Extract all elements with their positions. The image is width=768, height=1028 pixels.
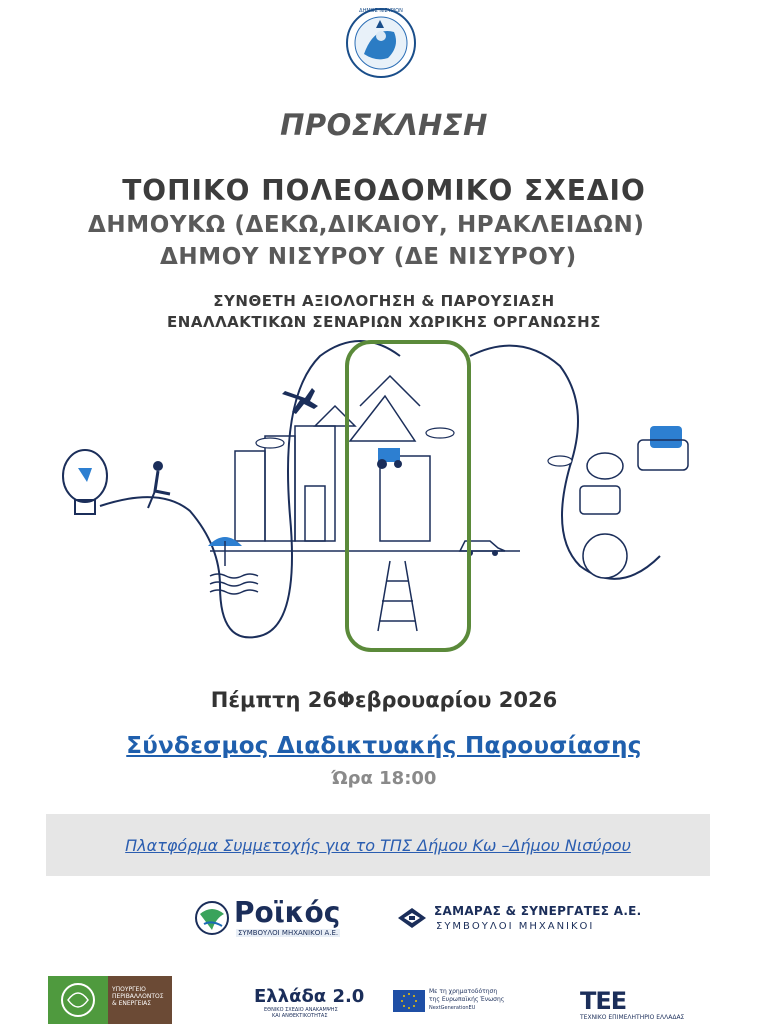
chat-bubbles-icon bbox=[580, 453, 627, 578]
urban-planning-illustration bbox=[60, 336, 720, 656]
subtitle-line1: ΣΥΝΘΕΤΗ ΑΞΙΟΛΟΓΗΣΗ & ΠΑΡΟΥΣΙΑΣΗ bbox=[213, 292, 555, 310]
ministry-line3: & ΕΝΕΡΓΕΙΑΣ bbox=[112, 1000, 152, 1007]
eu-flag-icon bbox=[393, 990, 425, 1012]
ladder-icon bbox=[378, 561, 417, 631]
person-sitting-icon bbox=[148, 461, 170, 508]
green-highlight-frame bbox=[347, 342, 469, 650]
eu-funding-logo bbox=[393, 988, 533, 1018]
globe-icon bbox=[194, 900, 230, 936]
ministry-emblem bbox=[48, 976, 108, 1024]
plan-title-line2: ΔΗΜΟΥΚΩ (ΔΕΚΩ,ΔΙΚΑΙΟΥ, ΗΡΑΚΛΕΙΔΩΝ) bbox=[88, 212, 645, 238]
participation-platform-link[interactable]: Πλατφόρμα Συμμετοχής για το ΤΠΣ Δήμου Κω –Δήμου Νισύρου bbox=[125, 836, 631, 855]
eu-line3: NextGenerationEU bbox=[429, 1005, 476, 1011]
event-date: Πέμπτη 26Φεβρουαρίου 2026 bbox=[210, 688, 558, 712]
tee-subtitle: ΤΕΧΝΙΚΟ ΕΠΙΜΕΛΗΤΗΡΙΟ ΕΛΛΑΔΑΣ bbox=[580, 1014, 685, 1021]
subtitle-line2: ΕΝΑΛΛΑΚΤΙΚΩΝ ΣΕΝΑΡΙΩΝ ΧΩΡΙΚΗΣ ΟΡΓΑΝΩΣΗΣ bbox=[167, 313, 601, 331]
samaras-logo bbox=[396, 904, 642, 940]
ministry-line1: ΥΠΟΥΡΓΕΙΟ bbox=[112, 986, 146, 993]
tee-logo bbox=[580, 988, 710, 1024]
footer-logos bbox=[0, 966, 768, 1024]
lightbulb-icon bbox=[63, 450, 107, 514]
sponsor-logos bbox=[0, 892, 768, 952]
roikos-name: Ροϊκός bbox=[234, 896, 341, 929]
samaras-emblem-icon bbox=[396, 906, 428, 932]
sea-waves bbox=[210, 574, 258, 594]
eu-line1: Με τη χρηματοδότηση bbox=[429, 988, 498, 995]
tee-name: ТЕЕ bbox=[580, 987, 627, 1015]
invitation-heading: ΠΡΟΣΚΛΗΣΗ bbox=[280, 108, 488, 142]
samaras-subtitle: ΣΥΜΒΟΥΛΟΙ ΜΗΧΑΝΙΚΟΙ bbox=[436, 921, 595, 932]
tractor-icon bbox=[377, 448, 402, 469]
roikos-logo bbox=[194, 896, 354, 940]
ellada-subtitle-1: ΕΘΝΙΚΟ ΣΧΕΔΙΟ ΑΝΑΚΑΜΨΗΣ bbox=[264, 1007, 338, 1013]
ellada-subtitle-2: ΚΑΙ ΑΝΘΕΚΤΙΚΟΤΗΤΑΣ bbox=[272, 1013, 328, 1019]
ministry-logo bbox=[48, 976, 172, 1024]
event-time: Ώρα 18:00 bbox=[331, 768, 437, 789]
municipality-logo bbox=[344, 6, 418, 80]
roikos-subtitle: ΣΥΜΒΟΥΛΟΙ ΜΗΧΑΝΙΚΟΙ Α.Ε. bbox=[238, 929, 339, 937]
ellada-logo bbox=[254, 986, 388, 1024]
platform-banner bbox=[46, 814, 710, 876]
plan-title-line3: ΔΗΜΟΥ ΝΙΣΥΡΟΥ (ΔΕ ΝΙΣΥΡΟΥ) bbox=[160, 244, 577, 270]
car-icon bbox=[460, 541, 505, 556]
ellada-name: Ελλάδα 2.0 bbox=[254, 986, 365, 1007]
ministry-text bbox=[108, 976, 172, 1024]
web-presentation-link[interactable]: Σύνδεσμος Διαδικτυακής Παρουσίασης bbox=[126, 733, 642, 759]
plan-title: ΤΟΠΙΚΟ ΠΟΛΕΟΔΟΜΙΚΟ ΣΧΕΔΙΟ bbox=[122, 174, 646, 207]
ministry-line2: ΠΕΡΙΒΑΛΛΟΝΤΟΣ bbox=[112, 993, 164, 1000]
airplane-icon bbox=[282, 388, 318, 414]
eu-line2: της Ευρωπαϊκής Ένωσης bbox=[429, 996, 505, 1003]
buildings-icon bbox=[210, 376, 520, 551]
chat-bubble-blue-icon bbox=[650, 426, 682, 448]
municipality-logo-label: ΔΗΜΟΣ ΝΙΣΥΡΙΩΝ bbox=[359, 8, 403, 14]
samaras-name: ΣΑΜΑΡΑΣ & ΣΥΝΕΡΓΑΤΕΣ Α.Ε. bbox=[434, 904, 642, 918]
